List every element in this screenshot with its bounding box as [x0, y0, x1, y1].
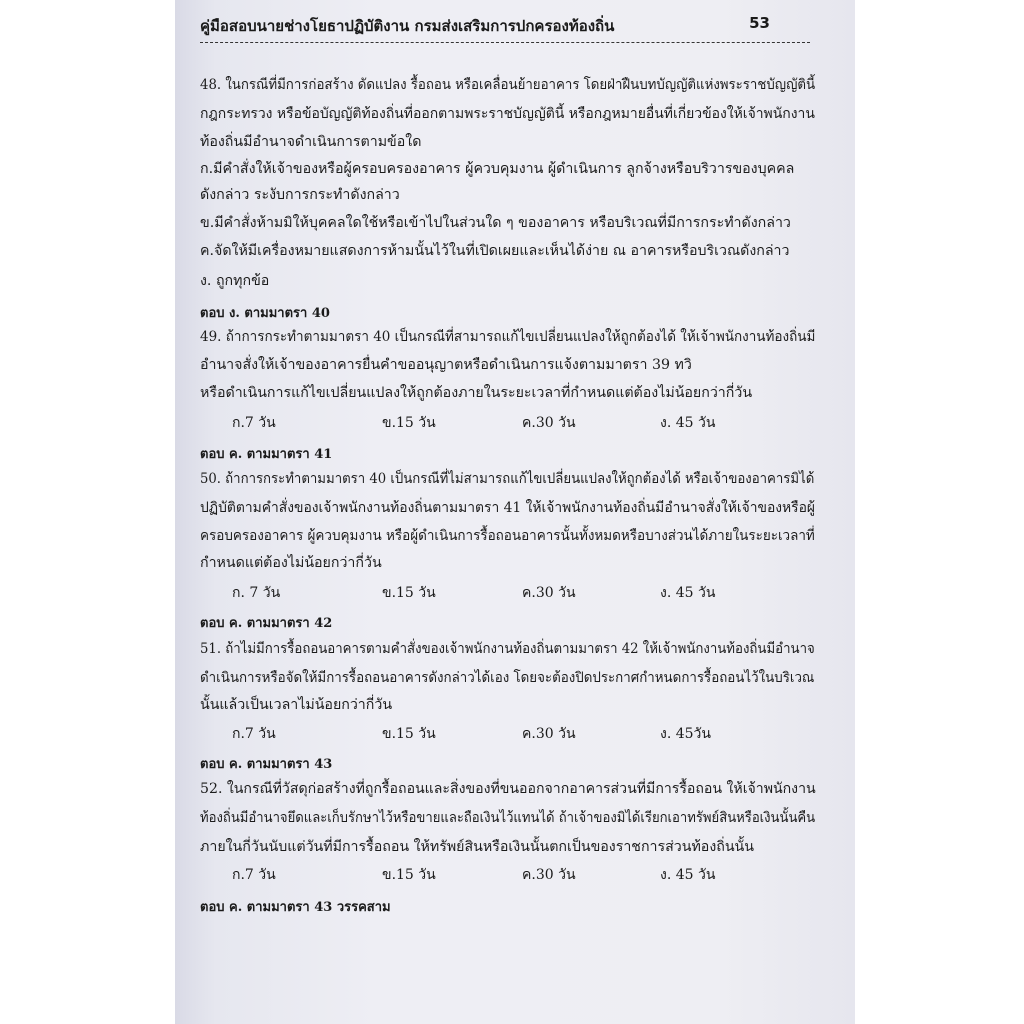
q52-choice-b: ข.15 วัน	[382, 867, 436, 883]
q49-choice-b: ข.15 วัน	[382, 415, 436, 431]
q49-line-3: หรือดำเนินการแก้ไขเปลี่ยนแปลงให้ถูกต้องภายในระยะเวลาที่กำหนดแต่ต้องไม่น้อยกว่ากี่วัน	[200, 385, 753, 401]
q48-line-8: ง. ถูกทุกข้อ	[200, 273, 270, 289]
q52-answer: ตอบ ค. ตามมาตรา 43 วรรคสาม	[200, 900, 391, 915]
q52-choice-d: ง. 45 วัน	[660, 867, 716, 883]
background-left	[0, 0, 175, 1024]
page-number: 53	[749, 14, 770, 32]
q50-answer: ตอบ ค. ตามมาตรา 42	[200, 616, 333, 631]
q51-choice-d: ง. 45วัน	[660, 726, 711, 742]
q51-line-3: นั้นแล้วเป็นเวลาไม่น้อยกว่ากี่วัน	[200, 697, 393, 713]
q50-choice-c: ค.30 วัน	[522, 585, 576, 601]
q48-line-4: ก.มีคำสั่งให้เจ้าของหรือผู้ครอบครองอาคาร ผู้ควบคุมงาน ผู้ดำเนินการ ลูกจ้างหรือบริวารของบุคคล	[200, 161, 795, 177]
q50-choice-d: ง. 45 วัน	[660, 585, 716, 601]
q50-line-1: 50. ถ้าการกระทำตามมาตรา 40 เป็นกรณีที่ไม่สามารถแก้ไขเปลี่ยนแปลงให้ถูกต้องได้ หรือเจ้าของอาคารมิได้	[200, 471, 815, 487]
q50-choice-a: ก. 7 วัน	[232, 585, 281, 601]
q49-choice-d: ง. 45 วัน	[660, 415, 716, 431]
background-right	[855, 0, 1024, 1024]
q50-line-2: ปฏิบัติตามคำสั่งของเจ้าพนักงานท้องถิ่นตามมาตรา 41 ให้เจ้าพนักงานท้องถิ่นมีอำนาจสั่งให้เจ้าของหรือผู้	[200, 500, 816, 516]
q48-line-5: ดังกล่าว ระงับการกระทำดังกล่าว	[200, 187, 400, 203]
q48-line-3: ท้องถิ่นมีอำนาจดำเนินการตามข้อใด	[200, 134, 422, 150]
q52-line-2: ท้องถิ่นมีอำนาจยึดและเก็บรักษาไว้หรือขายและถือเงินไว้แทนได้ ถ้าเจ้าของมิได้เรียกเอาทรัพย์สินหรือเงินนั้นคืน	[200, 810, 816, 826]
q52-choice-c: ค.30 วัน	[522, 867, 576, 883]
q49-choice-a: ก.7 วัน	[232, 415, 276, 431]
book-title: คู่มือสอบนายช่างโยธาปฏิบัติงาน กรมส่งเสริมการปกครองท้องถิ่น	[200, 17, 615, 35]
q52-line-1: 52. ในกรณีที่วัสดุก่อสร้างที่ถูกรื้อถอนและสิ่งของที่ขนออกจากอาคารส่วนที่มีการรื้อถอน ให้เจ้าพนักงาน	[200, 781, 816, 797]
q49-line-1: 49. ถ้าการกระทำตามมาตรา 40 เป็นกรณีที่สามารถแก้ไขเปลี่ยนแปลงให้ถูกต้องได้ ให้เจ้าพนักงานท้องถิ่นมี	[200, 329, 816, 345]
q48-answer: ตอบ ง. ตามมาตรา 40	[200, 306, 330, 321]
q52-choice-a: ก.7 วัน	[232, 867, 276, 883]
q48-line-7: ค.จัดให้มีเครื่องหมายแสดงการห้ามนั้นไว้ในที่เปิดเผยและเห็นได้ง่าย ณ อาคารหรือบริเวณดังกล่าว	[200, 243, 790, 259]
q50-line-4: กำหนดแต่ต้องไม่น้อยกว่ากี่วัน	[200, 555, 382, 571]
q51-choice-c: ค.30 วัน	[522, 726, 576, 742]
q51-answer: ตอบ ค. ตามมาตรา 43	[200, 757, 333, 772]
q49-answer: ตอบ ค. ตามมาตรา 41	[200, 447, 333, 462]
q51-choice-b: ข.15 วัน	[382, 726, 436, 742]
q48-line-6: ข.มีคำสั่งห้ามมิให้บุคคลใดใช้หรือเข้าไปในส่วนใด ๆ ของอาคาร หรือบริเวณที่มีการกระทำดังกล่าว	[200, 215, 791, 231]
q49-line-2: อำนาจสั่งให้เจ้าของอาคารยื่นคำขออนุญาตหรือดำเนินการแจ้งตามมาตรา 39 ทวิ	[200, 357, 692, 373]
q50-choice-b: ข.15 วัน	[382, 585, 436, 601]
q48-line-2: กฎกระทรวง หรือข้อบัญญัติท้องถิ่นที่ออกตามพระราชบัญญัตินี้ หรือกฎหมายอื่นที่เกี่ยวข้องให้เจ้าพนักงาน	[200, 106, 815, 122]
q50-line-3: ครอบครองอาคาร ผู้ควบคุมงาน หรือผู้ดำเนินการรื้อถอนอาคารนั้นทั้งหมดหรือบางส่วนได้ภายในระยะเวลาที่	[200, 528, 815, 544]
q48-line-1: 48. ในกรณีที่มีการก่อสร้าง ดัดแปลง รื้อถอน หรือเคลื่อนย้ายอาคาร โดยฝ่าฝืนบทบัญญัติแห่งพระราชบัญญัตินี้	[200, 77, 816, 93]
q52-line-3: ภายในกี่วันนับแต่วันที่มีการรื้อถอน ให้ทรัพย์สินหรือเงินนั้นตกเป็นของราชการส่วนท้องถิ่นนั้น	[200, 839, 754, 855]
q49-choice-c: ค.30 วัน	[522, 415, 576, 431]
q51-choice-a: ก.7 วัน	[232, 726, 276, 742]
page-header	[200, 12, 770, 38]
q51-line-2: ดำเนินการหรือจัดให้มีการรื้อถอนอาคารดังกล่าวได้เอง โดยจะต้องปิดประกาศกำหนดการรื้อถอนไว้ในบริเวณ	[200, 670, 815, 686]
q51-line-1: 51. ถ้าไม่มีการรื้อถอนอาคารตามคำสั่งของเจ้าพนักงานท้องถิ่นตามมาตรา 42 ให้เจ้าพนักงานท้องถิ่นมีอำนาจ	[200, 641, 815, 657]
header-divider	[200, 42, 810, 43]
